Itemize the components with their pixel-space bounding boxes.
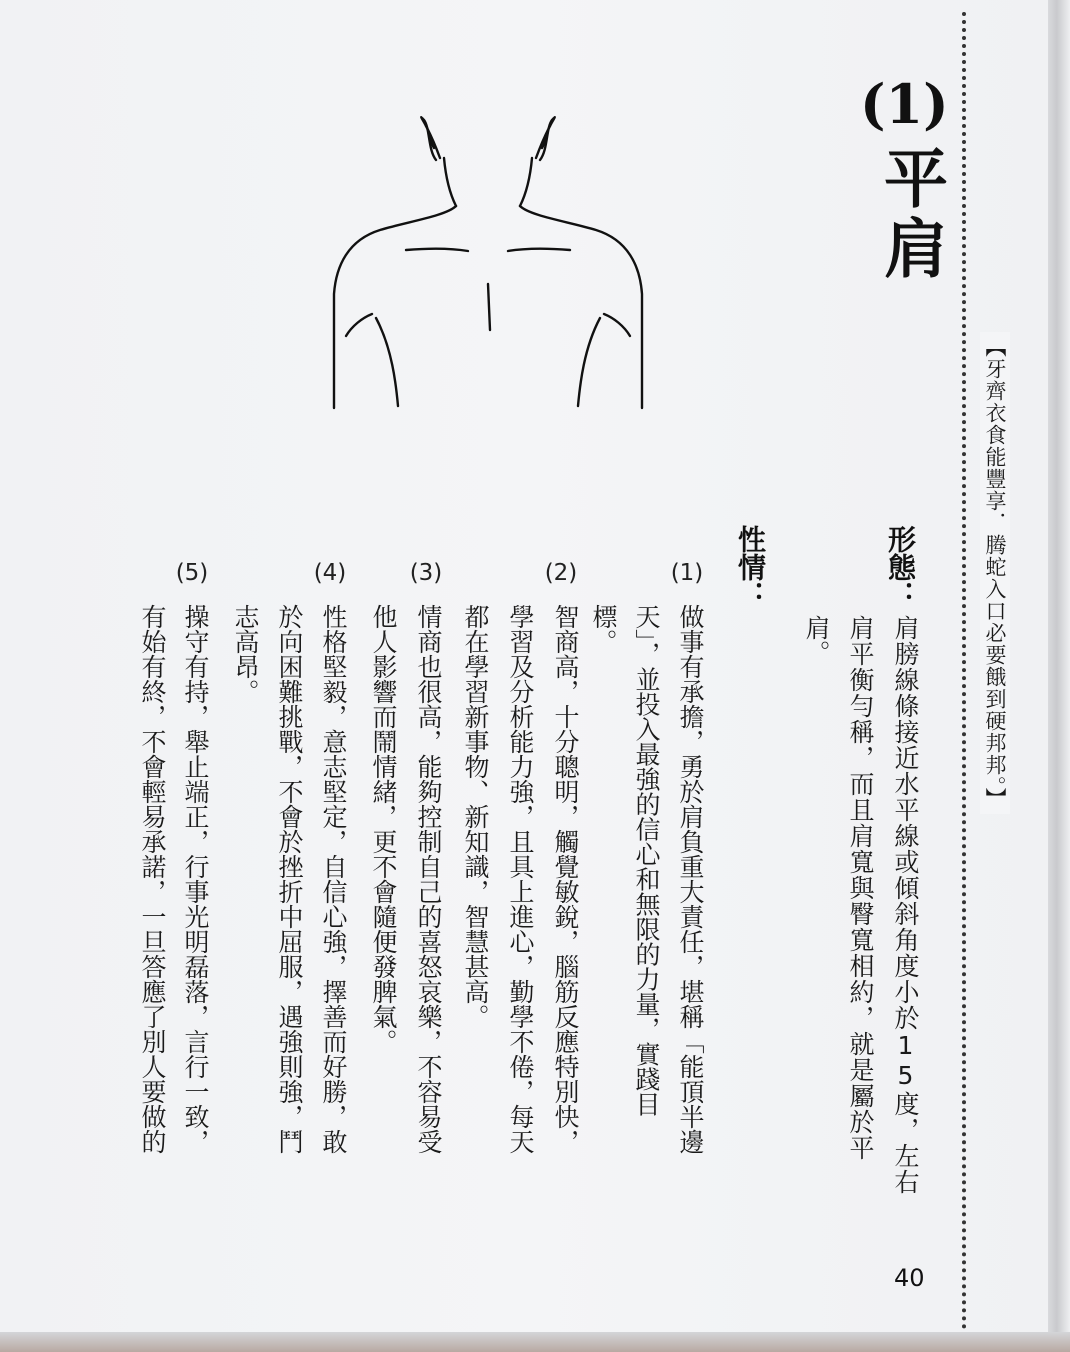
dotted-rule: [962, 12, 966, 1330]
form-text-line: 肩膀線條接近水平線或傾斜角度小於15度，左右: [891, 615, 920, 1195]
item-text-line: 情商也很高，能夠控制自己的喜怒哀樂，不容易受: [414, 604, 443, 1154]
item-text-line: 學習及分析能力強，且具上進心，勤學不倦，每天: [506, 604, 535, 1154]
item-text-line: 智商高，十分聰明，觸覺敏銳，腦筋反應特別快，: [551, 604, 580, 1154]
item-number: (1): [670, 560, 704, 586]
page-number: 40: [894, 1264, 925, 1292]
item-text-line: 天」，並投入最強的信心和無限的力量，實踐目: [632, 604, 661, 1117]
running-head: 【牙齊衣食能豐享．腾蛇入口必要餓到硬邦邦。】: [980, 332, 1010, 814]
form-text-line: 肩。: [802, 615, 831, 665]
shoulder-illustration: [318, 98, 658, 418]
item-text-line: 做事有承擔，勇於肩負重大責任，堪稱「能頂半邊: [676, 604, 705, 1154]
item-number: (3): [409, 560, 443, 586]
chapter-number: (1): [860, 72, 949, 136]
item-text-line: 於向困難挑戰，不會於挫折中屈服，遇強則強，鬥: [275, 604, 304, 1154]
temperament-label: 性情：: [734, 525, 767, 609]
form-label: 形態：: [884, 525, 917, 609]
item-text-line: 性格堅毅，意志堅定，自信心強，擇善而好勝，敢: [319, 604, 348, 1154]
item-text-line: 都在學習新事物、新知識，智慧甚高。: [461, 604, 490, 1029]
bottom-edge: [0, 1332, 1070, 1352]
item-number: (5): [175, 560, 209, 586]
flat-shoulder-figure: [318, 98, 658, 418]
item-text-line: 他人影響而鬧情緒，更不會隨便發脾氣。: [369, 604, 398, 1054]
item-text-line: 操守有持，舉止端正，行事光明磊落，言行一致，: [181, 604, 210, 1154]
item-number: (2): [544, 560, 578, 586]
form-text-line: 肩平衡勻稱，而且肩寬與臀寬相約，就是屬於平: [846, 615, 875, 1161]
chapter-title: 平肩: [873, 145, 948, 285]
item-number: (4): [313, 560, 347, 586]
item-text-line: 有始有終，不會輕易承諾，一旦答應了別人要做的: [138, 604, 167, 1154]
item-text-line: 標。: [589, 604, 618, 654]
item-text-line: 志高昂。: [231, 604, 260, 704]
page-edge: [1048, 0, 1070, 1352]
